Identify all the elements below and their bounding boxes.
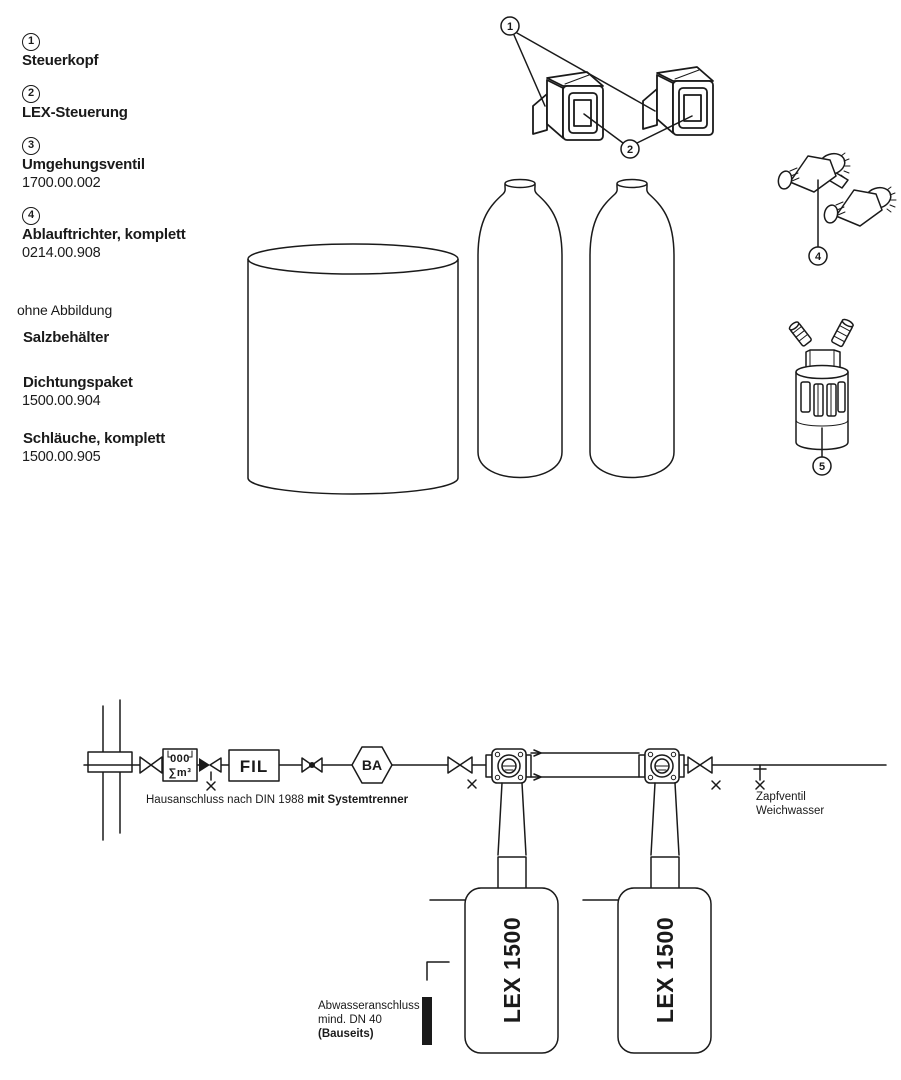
unit-inlet-valve — [448, 757, 476, 788]
filter-symbol — [229, 750, 279, 781]
part-3-name: Umgehungsventil — [22, 156, 145, 173]
no-image-heading: ohne Abbildung — [17, 302, 113, 318]
house-connection-caption — [146, 794, 409, 806]
valve-with-dot — [302, 758, 322, 772]
callout-4 — [809, 180, 827, 265]
salt-tank-drawing — [248, 244, 458, 494]
waste-label-line3: (Bauseits) — [318, 1028, 374, 1040]
tap-label-line1: Zapfventil — [756, 791, 806, 803]
filter-label: FIL — [239, 757, 269, 776]
tank-riser-right — [651, 783, 679, 888]
no-image-item-3-name: Schläuche, komplett — [23, 430, 166, 447]
part-3-code: 1700.00.002 — [22, 175, 101, 191]
control-valve-unit-2 — [639, 749, 684, 783]
no-image-item-2-name: Dichtungspaket — [23, 374, 133, 391]
check-valve-with-drain — [199, 758, 221, 790]
no-image-item-1-name: Salzbehälter — [23, 329, 109, 346]
resin-bottle-right — [590, 180, 674, 478]
part-4-number: 4 — [22, 207, 40, 225]
house-connection-caption-bold: mit Systemtrenner — [307, 794, 409, 806]
tank-riser-left — [498, 783, 526, 888]
water-meter-value: 000 — [170, 753, 190, 765]
control-valve-unit-1 — [486, 749, 531, 783]
shutoff-valve-1 — [140, 757, 162, 773]
manifold-pipe — [531, 750, 639, 780]
part-3-number: 3 — [22, 137, 40, 155]
part-1-name: Steuerkopf — [22, 52, 99, 69]
house-connection-caption-normal: Hausanschluss nach DIN 1988 — [146, 794, 308, 806]
callout-2-number: 2 — [626, 144, 634, 156]
tap-label-line2: Weichwasser — [756, 805, 825, 817]
separator-label: BA — [361, 757, 383, 773]
control-head-right — [643, 67, 713, 135]
callout-5-number: 5 — [818, 461, 826, 473]
no-image-item-3-code: 1500.00.905 — [22, 449, 101, 465]
bypass-valve-drawing — [777, 150, 896, 226]
tank-left-label: LEX 1500 — [499, 916, 525, 1024]
water-meter-unit: ∑m³ — [168, 767, 192, 779]
no-image-item-2-code: 1500.00.904 — [22, 393, 101, 409]
callout-4-number: 4 — [814, 251, 822, 263]
resin-bottle-left — [478, 180, 562, 478]
tank-right-label: LEX 1500 — [652, 916, 678, 1024]
control-head-left — [533, 72, 603, 140]
water-meter-symbol — [163, 749, 197, 781]
waste-label-line1: Abwasseranschluss — [318, 1000, 420, 1012]
unit-outlet-valve — [688, 757, 720, 789]
drain-funnel-drawing — [788, 318, 854, 449]
part-2-number: 2 — [22, 85, 40, 103]
tank-right — [583, 888, 711, 1053]
system-separator-symbol — [352, 747, 392, 783]
part-4-code: 0214.00.908 — [22, 245, 101, 261]
waste-water-connection — [422, 962, 449, 1045]
house-connection-symbol — [88, 700, 132, 840]
waste-label-line2: mind. DN 40 — [318, 1014, 382, 1026]
part-4-name: Ablauftrichter, komplett — [22, 226, 186, 243]
part-1-number: 1 — [22, 33, 40, 51]
soft-water-tap-symbol — [754, 765, 766, 789]
tank-left — [430, 888, 558, 1053]
part-2-name: LEX-Steuerung — [22, 104, 128, 121]
piping-schematic — [84, 700, 886, 1053]
callout-1-number: 1 — [506, 21, 514, 33]
